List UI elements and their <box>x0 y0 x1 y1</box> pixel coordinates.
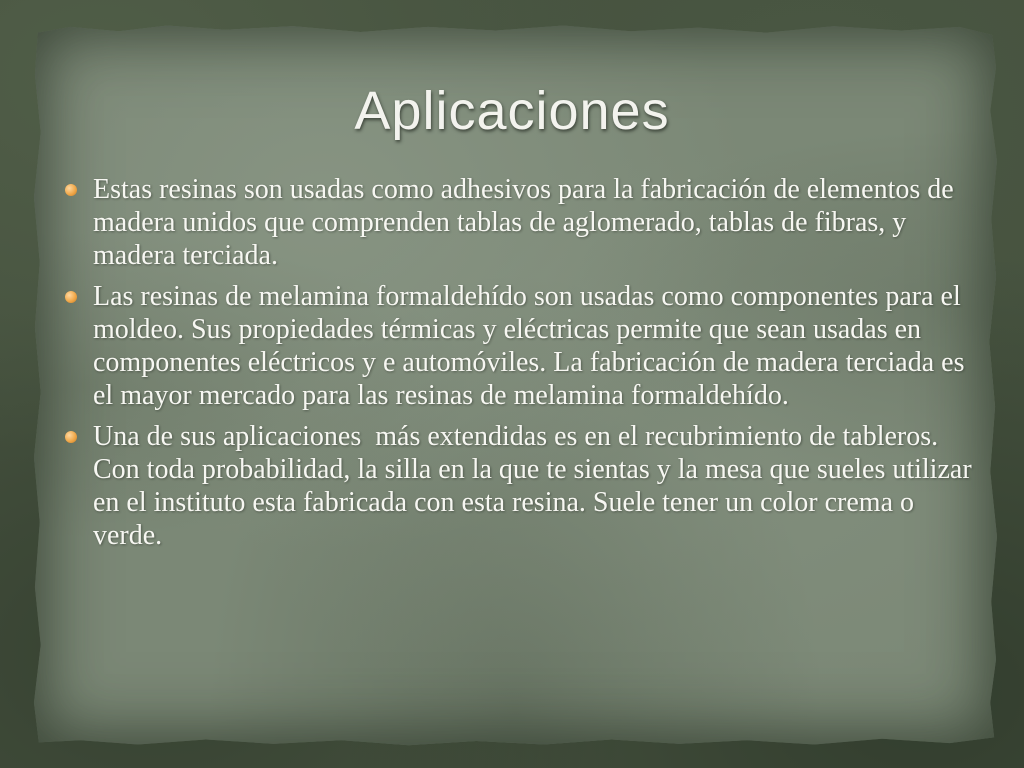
bullet-item <box>62 173 972 272</box>
slide-title: Aplicaciones <box>354 81 670 141</box>
bullet-item <box>62 420 979 552</box>
bullet-dot-icon <box>65 184 77 196</box>
bullet-dot-icon <box>65 291 77 303</box>
bullet-text: Estas resinas son usadas como adhesivos para la fabricación de elementos de madera unidos que comprenden tablas de aglomerado, tablas de fibras, y madera terciada. <box>93 174 961 271</box>
bullet-list <box>62 173 979 560</box>
bullet-text: Las resinas de melamina formaldehído son usadas como componentes para el moldeo. Sus propiedades térmicas y eléctricas permite que sean usadas en componentes eléctricos y e automóviles. La fabricación de madera terciada es el mayor mercado para las resinas de melamina formaldehído. <box>93 281 972 411</box>
bullet-dot-icon <box>65 431 77 443</box>
bullet-text: Una de sus aplicaciones más extendidas es en el recubrimiento de tableros. Con toda probabilidad, la silla en la que te sientas y la mesa que sueles utilizar en el instituto esta fabricada con esta resina. Suele tener un color crema o verde. <box>93 421 979 551</box>
bullet-item <box>62 280 972 412</box>
